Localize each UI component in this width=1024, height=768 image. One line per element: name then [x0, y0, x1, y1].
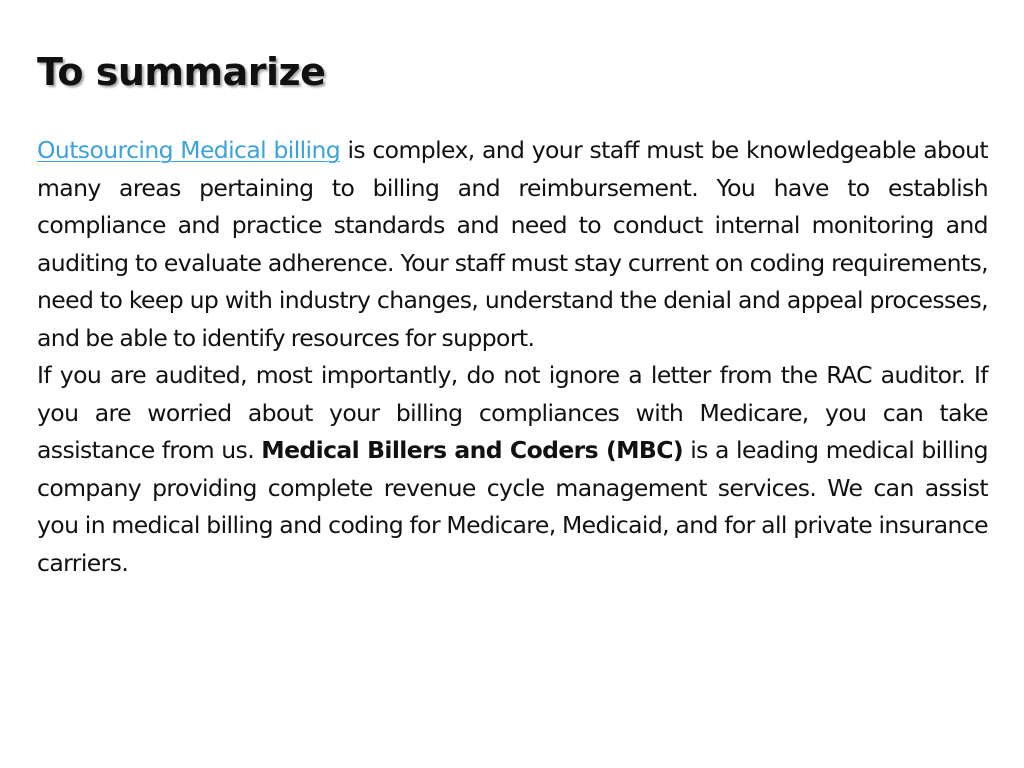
- paragraph-audit-text-before: If you are audited, most importantly, do not ignore a letter from the RAC auditor. If you are worried about your billing compliances with Medicare, you can take assistance from us.: [37, 361, 988, 464]
- paragraph-audit-text-after: is a leading medical billing company providing complete revenue cycle management services. We can assist you in medical billing and coding for Medicare, Medicaid, and for all private insurance carriers.: [37, 436, 988, 577]
- slide-title: To summarize: [37, 50, 326, 94]
- paragraph-audit: [37, 357, 988, 582]
- paragraph-outsourcing: [37, 132, 988, 357]
- slide-body: [37, 132, 988, 582]
- outsourcing-medical-billing-link[interactable]: Outsourcing Medical billing: [37, 136, 341, 164]
- company-name-bold: Medical Billers and Coders (MBC): [261, 436, 684, 464]
- paragraph-outsourcing-text: is complex, and your staff must be knowledgeable about many areas pertaining to billing and reimbursement. You have to establish compliance and practice standards and need to conduct internal monitoring and auditing to evaluate adherence. Your staff must stay current on coding requirements, need to keep up with industry changes, understand the denial and appeal processes, and be able to identify resources for support.: [37, 136, 989, 352]
